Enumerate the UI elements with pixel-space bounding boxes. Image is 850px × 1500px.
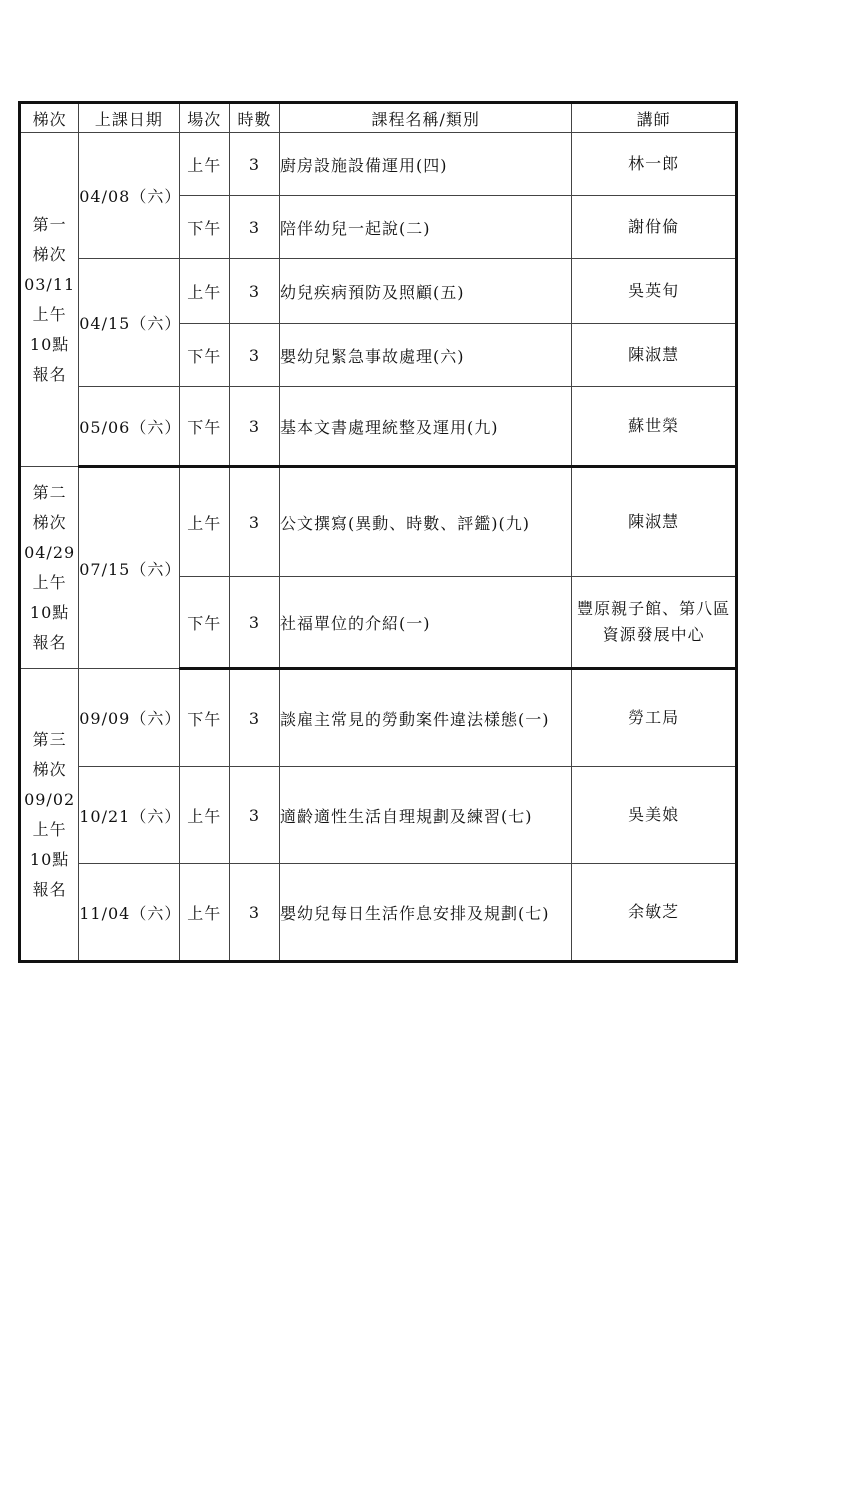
- course-name-cell: 廚房設施設備運用(四): [280, 133, 572, 196]
- tier-cell: 第二 梯次 04/29 上午 10點 報名: [20, 467, 79, 669]
- header-course: 課程名稱/類別: [280, 103, 572, 133]
- session-cell: 上午: [179, 864, 229, 962]
- table-row: [20, 133, 737, 196]
- session-cell: 下午: [179, 196, 229, 259]
- course-name-cell: 談雇主常見的勞動案件違法樣態(一): [280, 669, 572, 767]
- hours-cell: 3: [229, 324, 279, 387]
- session-cell: 上午: [179, 767, 229, 864]
- hours-cell: 3: [229, 196, 279, 259]
- course-name-cell: 公文撰寫(異動、時數、評鑑)(九): [280, 467, 572, 577]
- session-cell: 下午: [179, 669, 229, 767]
- course-name-cell: 嬰幼兒每日生活作息安排及規劃(七): [280, 864, 572, 962]
- hours-cell: 3: [229, 259, 279, 324]
- header-date: 上課日期: [79, 103, 179, 133]
- instructor-cell: 林一郎: [572, 133, 737, 196]
- table-row: [20, 767, 737, 864]
- date-cell: 10/21（六）: [79, 767, 179, 864]
- hours-cell: 3: [229, 767, 279, 864]
- course-name-cell: 社福單位的介紹(一): [280, 577, 572, 669]
- course-name-cell: 幼兒疾病預防及照顧(五): [280, 259, 572, 324]
- session-cell: 下午: [179, 324, 229, 387]
- table-row: [20, 387, 737, 467]
- date-cell: 07/15（六）: [79, 467, 179, 669]
- course-name-cell: 基本文書處理統整及運用(九): [280, 387, 572, 467]
- session-cell: 下午: [179, 387, 229, 467]
- instructor-cell: 豐原親子館、第八區 資源發展中心: [572, 577, 737, 669]
- instructor-cell: 勞工局: [572, 669, 737, 767]
- hours-cell: 3: [229, 669, 279, 767]
- date-cell: 04/15（六）: [79, 259, 179, 387]
- header-tier: 梯次: [20, 103, 79, 133]
- session-cell: 上午: [179, 133, 229, 196]
- instructor-cell: 謝佾倫: [572, 196, 737, 259]
- instructor-cell: 余敏芝: [572, 864, 737, 962]
- course-name-cell: 適齡適性生活自理規劃及練習(七): [280, 767, 572, 864]
- hours-cell: 3: [229, 577, 279, 669]
- date-cell: 04/08（六）: [79, 133, 179, 259]
- table-row: [20, 669, 737, 767]
- tier-cell: 第三 梯次 09/02 上午 10點 報名: [20, 669, 79, 962]
- tier-cell: 第一 梯次 03/11 上午 10點 報名: [20, 133, 79, 467]
- date-cell: 09/09（六）: [79, 669, 179, 767]
- header-row: [20, 103, 737, 133]
- table-row: [20, 864, 737, 962]
- instructor-cell: 蘇世榮: [572, 387, 737, 467]
- date-cell: 05/06（六）: [79, 387, 179, 467]
- instructor-cell: 陳淑慧: [572, 324, 737, 387]
- hours-cell: 3: [229, 387, 279, 467]
- instructor-cell: 吳英旬: [572, 259, 737, 324]
- hours-cell: 3: [229, 467, 279, 577]
- instructor-cell: 吳美娘: [572, 767, 737, 864]
- header-instructor: 講師: [572, 103, 737, 133]
- course-name-cell: 陪伴幼兒一起說(二): [280, 196, 572, 259]
- table-row: [20, 467, 737, 577]
- session-cell: 下午: [179, 577, 229, 669]
- course-name-cell: 嬰幼兒緊急事故處理(六): [280, 324, 572, 387]
- session-cell: 上午: [179, 259, 229, 324]
- date-cell: 11/04（六）: [79, 864, 179, 962]
- hours-cell: 3: [229, 133, 279, 196]
- header-session: 場次: [179, 103, 229, 133]
- header-hours: 時數: [229, 103, 279, 133]
- session-cell: 上午: [179, 467, 229, 577]
- table-row: [20, 259, 737, 324]
- instructor-cell: 陳淑慧: [572, 467, 737, 577]
- course-schedule-table: [18, 101, 738, 963]
- hours-cell: 3: [229, 864, 279, 962]
